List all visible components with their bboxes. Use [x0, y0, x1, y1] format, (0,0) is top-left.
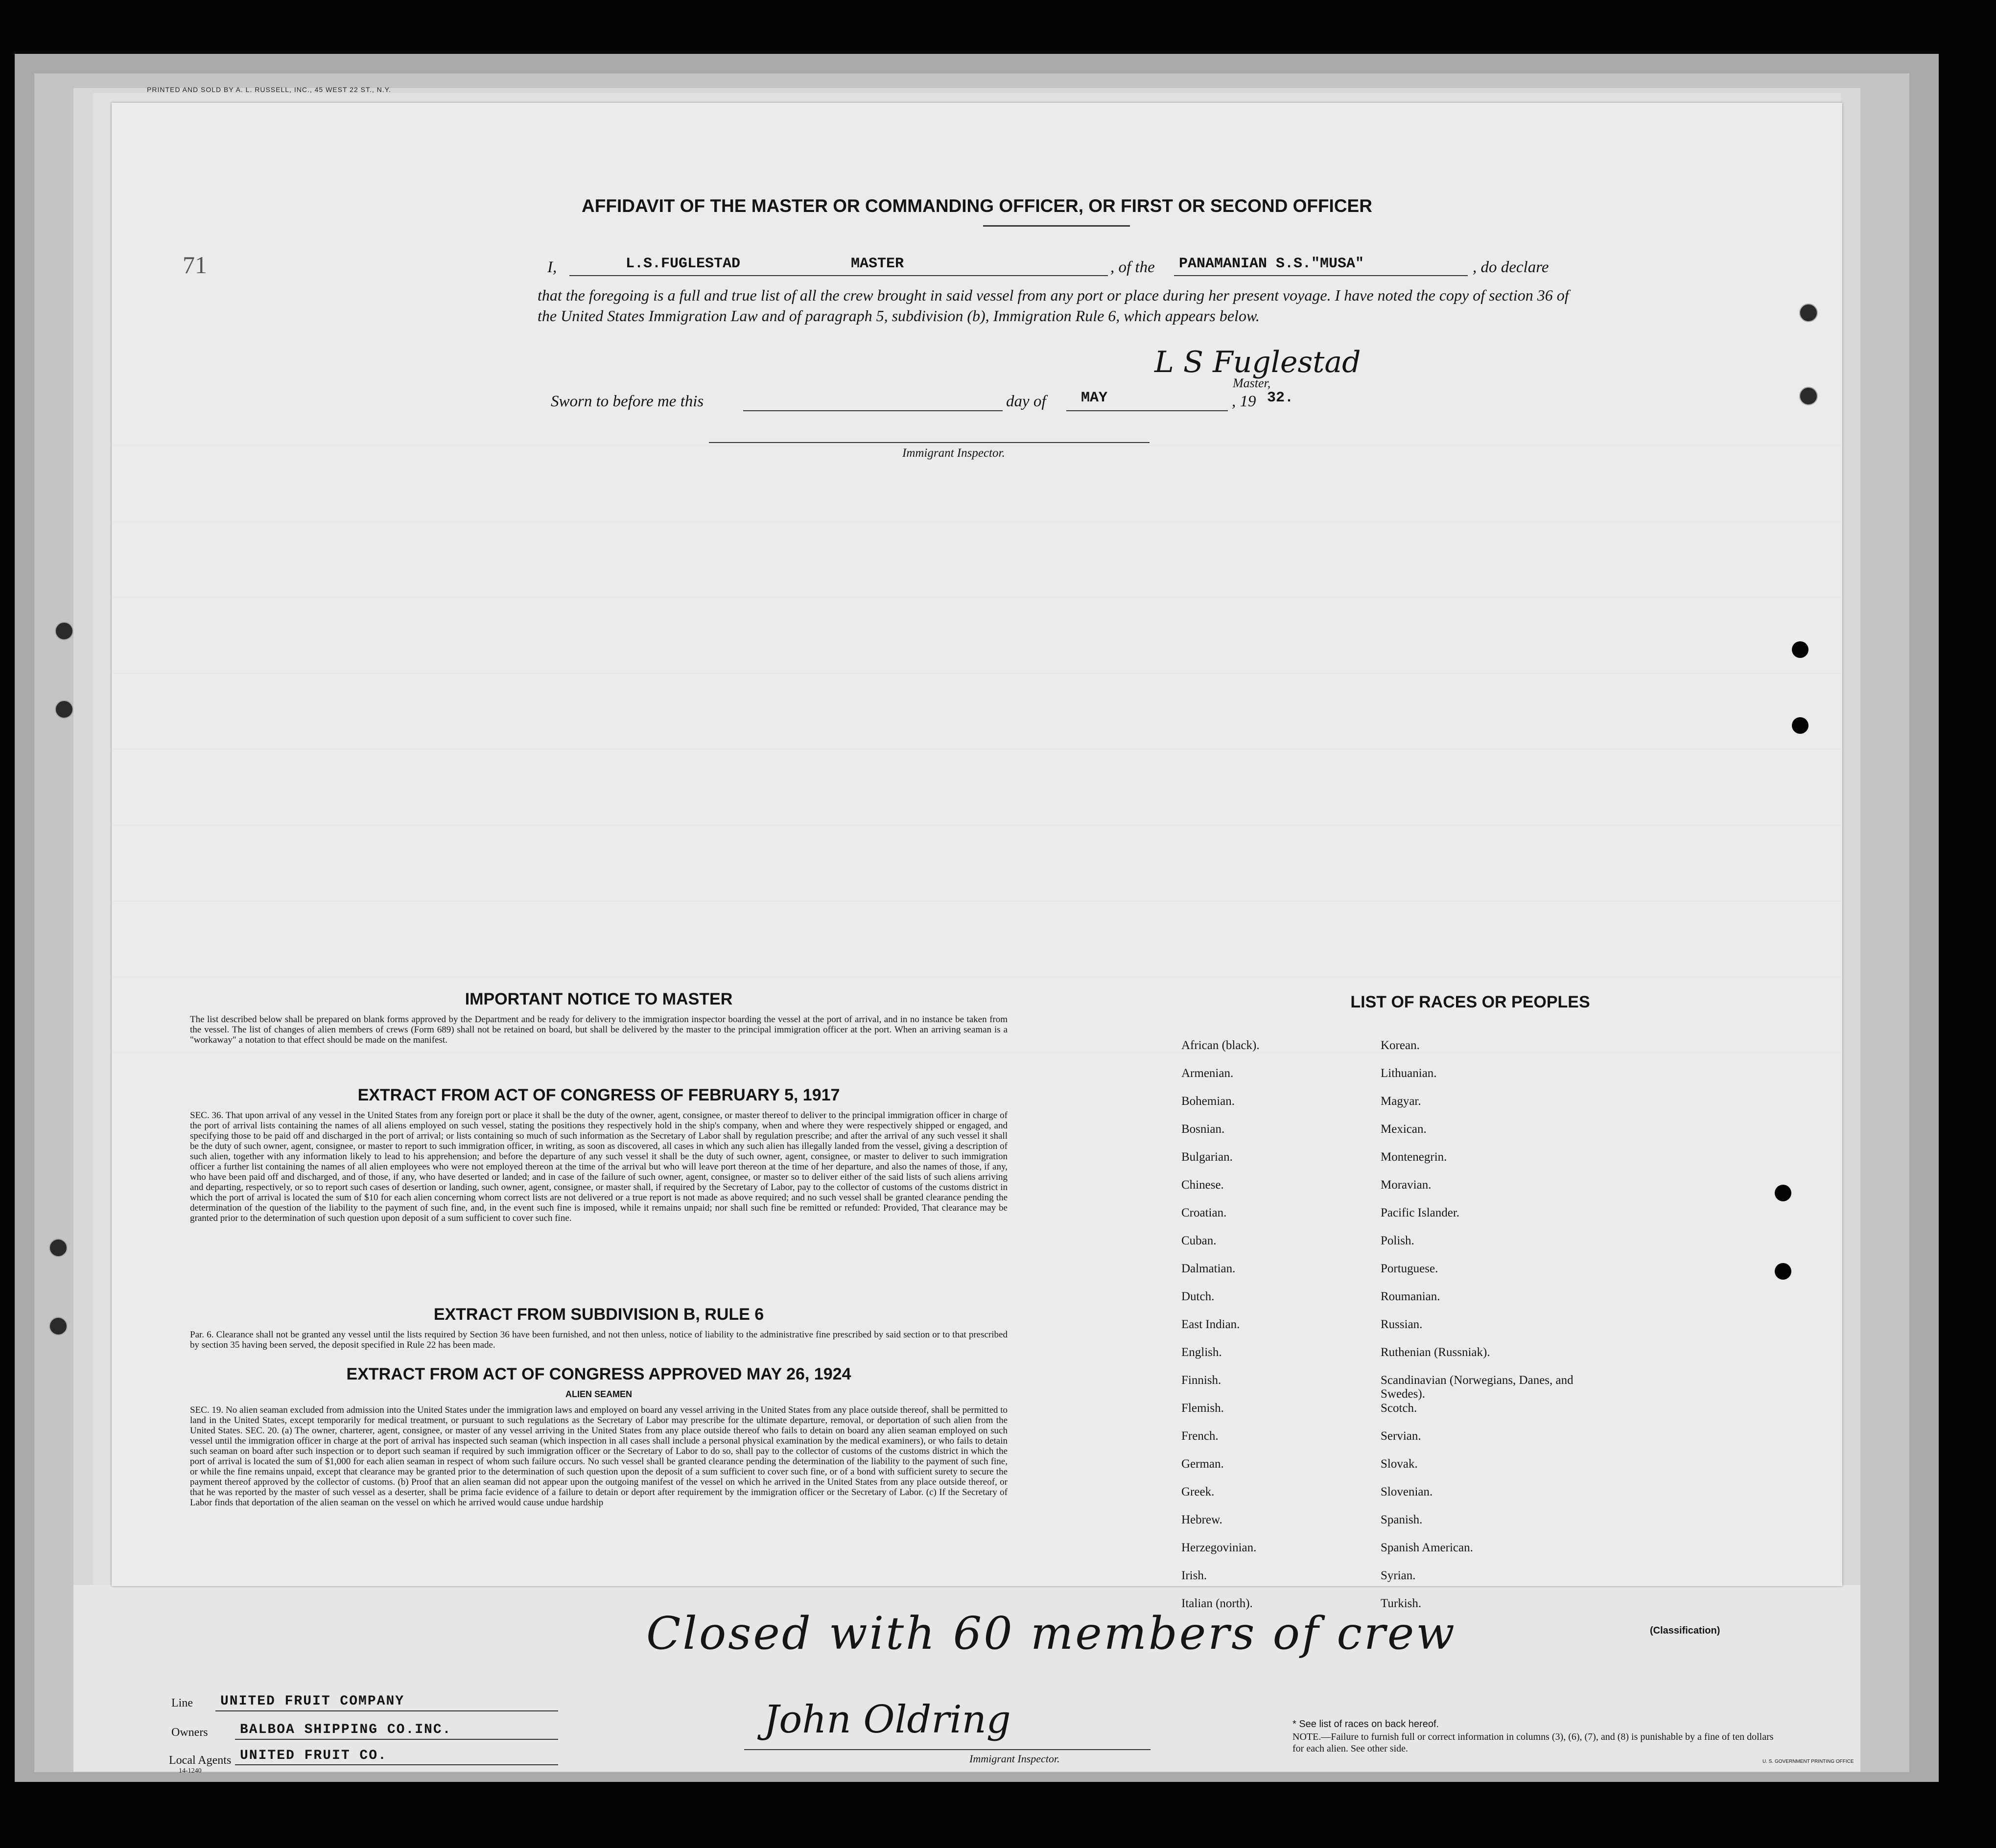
race-item: Italian (north).: [1181, 1597, 1253, 1610]
races-footnote: * See list of races on back hereof.: [1292, 1719, 1439, 1730]
sworn-text: Sworn to before me this: [551, 393, 704, 410]
do-declare-label: , do declare: [1473, 258, 1549, 276]
notice-text: The list described below shall be prepared on blank forms approved by the Department and be ready for delivery to the immigration inspector boarding the vessel at the port of arrival, and in no instance be taken from the vessel. The list of changes of alien members of crews (Form 689) shall not be retained on board, but shall be delivered by the master to the principal immigration officer at the port. When an arriving seaman is a "workaway" a notation to that effect should be made on the manifest.: [190, 1014, 1008, 1045]
race-item: Flemish.: [1181, 1402, 1224, 1415]
race-item: German.: [1181, 1457, 1224, 1471]
race-item: Syrian.: [1381, 1569, 1416, 1582]
race-item: Montenegrin.: [1381, 1150, 1447, 1164]
race-item: French.: [1181, 1429, 1219, 1443]
punch-hole: [49, 1317, 68, 1335]
printer-note: PRINTED AND SOLD BY A. L. RUSSELL, INC., 45 WEST 22 ST., N.Y.: [147, 86, 392, 94]
race-item: Spanish.: [1381, 1513, 1423, 1526]
extract-rule6-title: EXTRACT FROM SUBDIVISION B, RULE 6: [433, 1305, 764, 1324]
race-item: Cuban.: [1181, 1234, 1217, 1247]
race-item: Dalmatian.: [1181, 1262, 1236, 1275]
race-item: Greek.: [1181, 1485, 1215, 1498]
punch-hole: [55, 700, 73, 719]
owners-value: BALBOA SHIPPING CO.INC.: [240, 1722, 452, 1737]
owners-label: Owners: [171, 1726, 208, 1739]
race-item: Turkish.: [1381, 1597, 1422, 1610]
punch-hole: [55, 622, 73, 640]
line-label: Line: [171, 1697, 193, 1709]
punch-hole: [1792, 717, 1808, 734]
race-item: Finnish.: [1181, 1374, 1221, 1387]
master-caption: Master,: [1233, 376, 1271, 390]
master-signature: L S Fuglestad: [1154, 345, 1361, 379]
punch-hole: [1799, 387, 1818, 405]
race-item: Roumanian.: [1381, 1290, 1440, 1303]
classification-caption: (Classification): [1650, 1625, 1720, 1636]
form-number: 14-1240: [179, 1767, 202, 1775]
race-item: Scandinavian (Norwegians, Danes, and Swedes).: [1381, 1374, 1573, 1401]
race-item: Korean.: [1381, 1039, 1420, 1052]
punch-hole: [1799, 304, 1818, 322]
declarant-prefix: I,: [547, 258, 557, 276]
extract-1917-text: SEC. 36. That upon arrival of any vessel in the United States from any foreign port or place it shall be the duty of the owner, agent, consignee, or master thereof to deliver to the principal immigration officer in charge of the port of arrival lists containing the names of all aliens employed on such vessel, stating the positions they respectively hold in the ship's company, when and where they were respectively shipped or engaged, and specifying those to be paid off and discharged in the port of arrival; or lists containing so much of such information as the Secretary of Labor shall by regulation prescribe; and after the arrival of any such vessel it shall be the duty of such owner, agent, consignee, or master to report to such immigration officer, in writing, as soon as discovered, all cases in which any such alien has illegally landed from the vessel, giving a description of such alien, together with any information likely to lead to his apprehension; and before the departure of any such vessel it shall be the duty of such owner, agent, consignee, or master to deliver to such immigration officer a further list containing the names of all alien employees who were not employed thereon at the time of the arrival but who will leave port thereon at the time of her departure, and also the names of those, if any, who have been paid off and discharged, and of those, if any, who have deserted or landed; and in case of the failure of such owner, agent, consignee, or master so to deliver either of the said lists of such aliens arriving and departing, respectively, or so to report such cases of desertion or landing, such owner, agent, consignee, or master shall, if required by the Secretary of Labor, pay to the collector of customs of the customs district in which the port of arrival is located the sum of $10 for each alien concerning whom correct lists are not delivered or a true report is not made as above required; and no such vessel shall be granted clearance pending the determination of the question of the liability to the payment of such fine, and, in the event such fine is imposed, while it remains unpaid; nor shall such fine be remitted or refunded: Provided, That clearance may be granted prior to the determination of such question upon deposit of a sum sufficient to cover such fine.: [190, 1110, 1008, 1223]
race-item: Polish.: [1381, 1234, 1414, 1247]
race-item: Chinese.: [1181, 1178, 1224, 1192]
races-title: LIST OF RACES OR PEOPLES: [1350, 993, 1590, 1011]
page-mark: 71: [183, 251, 207, 279]
agents-label: Local Agents: [169, 1754, 232, 1767]
extract-1924-text: SEC. 19. No alien seaman excluded from admission into the United States under the immigration laws and employed on board any vessel arriving in the United States from any place outside thereof, shall be permitted to land in the United States, except temporarily for medical treatment, or pursuant to such regulations as the Secretary of Labor may prescribe for the ultimate departure, removal, or deportation of such alien from the United States. SEC. 20. (a) The owner, charterer, agent, consignee, or master of any vessel arriving in the United States from any place outside thereof who fails to detain on board any alien seaman employed on such vessel until the immigration officer in charge at the port of arrival has inspected such seaman (which inspection in all cases shall include a personal physical examination by the medical examiners), or who fails to detain such seaman on board after such inspection or to deport such seaman if required by such immigration officer or the Secretary of Labor to do so, shall pay to the collector of customs of the customs district in which the port of arrival is located the sum of $1,000 for each alien seaman in respect of whom such failure occurs. No such vessel shall be granted clearance pending the determination of the liability to the payment of such fine, or while the fine remains unpaid, except that clearance may be granted prior to the determination of such question upon the deposit of a sum sufficient to cover such fine, or of a bond with sufficient surety to secure the payment thereof approved by the collector of customs. (b) Proof that an alien seaman did not appear upon the outgoing manifest of the vessel on which he arrived in the United States from any place outside thereof, or that he was reported by the master of such vessel as a deserter, shall be prima facie evidence of a failure to detain or deport after requirement by the immigration officer or the Secretary of Labor. (c) If the Secretary of Labor finds that deportation of the alien seaman on the vessel on which he arrived would cause undue hardship: [190, 1405, 1008, 1508]
race-item: Portuguese.: [1381, 1262, 1438, 1275]
vessel-name: PANAMANIAN S.S."MUSA": [1179, 256, 1364, 272]
race-item: Magyar.: [1381, 1095, 1421, 1108]
year-prefix: , 19: [1232, 393, 1256, 410]
race-item: Pacific Islander.: [1381, 1206, 1460, 1219]
race-item: English.: [1181, 1346, 1222, 1359]
punch-hole: [49, 1239, 68, 1257]
race-item: Herzegovinian.: [1181, 1541, 1257, 1554]
race-item: African (black).: [1181, 1039, 1260, 1052]
master-name: L.S.FUGLESTAD: [626, 256, 741, 272]
failure-note: NOTE.—Failure to furnish full or correct information in columns (3), (6), (7), and (8) is punishable by a fine of ten dollars for each alien. See other side.: [1292, 1731, 1774, 1754]
punch-hole: [1792, 641, 1808, 658]
race-item: Servian.: [1381, 1429, 1421, 1443]
agents-value: UNITED FRUIT CO.: [240, 1748, 387, 1763]
inspector-caption: Immigrant Inspector.: [969, 1753, 1060, 1765]
extract-1917-title: EXTRACT FROM ACT OF CONGRESS OF FEBRUARY 5, 1917: [357, 1086, 840, 1104]
race-item: Slovenian.: [1381, 1485, 1433, 1498]
race-item: East Indian.: [1181, 1318, 1240, 1331]
extract-rule6-text: Par. 6. Clearance shall not be granted any vessel until the lists required by Section 36 have been furnished, and not then unless, notice of liability to the administrative fine prescribed by said section or to that prescribed by section 35 having been served, the deposit specified in Rule 22 has been made.: [190, 1330, 1008, 1350]
race-item: Armenian.: [1181, 1067, 1234, 1080]
race-item: Spanish American.: [1381, 1541, 1473, 1554]
punch-hole: [1775, 1263, 1791, 1280]
race-item: Russian.: [1381, 1318, 1423, 1331]
notice-title: IMPORTANT NOTICE TO MASTER: [465, 990, 733, 1008]
sworn-year: 32.: [1267, 390, 1294, 406]
race-item: Irish.: [1181, 1569, 1207, 1582]
race-item: Bulgarian.: [1181, 1150, 1233, 1164]
extract-1924-title: EXTRACT FROM ACT OF CONGRESS APPROVED MAY 26, 1924: [346, 1365, 851, 1383]
races-right-column: [1381, 1039, 1586, 1625]
punch-hole: [1775, 1185, 1791, 1201]
race-item: Ruthenian (Russniak).: [1381, 1346, 1490, 1359]
race-item: Lithuanian.: [1381, 1067, 1437, 1080]
sworn-inspector-caption: Immigrant Inspector.: [902, 446, 1005, 460]
race-item: Mexican.: [1381, 1123, 1427, 1136]
line-value: UNITED FRUIT COMPANY: [220, 1694, 405, 1709]
closing-note: Closed with 60 members of crew: [646, 1607, 1457, 1660]
race-item: Dutch.: [1181, 1290, 1215, 1303]
affidavit-sheet: [112, 103, 1842, 1610]
inspector-signature: John Oldring: [764, 1698, 1011, 1742]
of-the-label: , of the: [1110, 258, 1155, 276]
race-item: Scotch.: [1381, 1402, 1417, 1415]
race-item: Slovak.: [1381, 1457, 1418, 1471]
races-left-column: [1181, 1039, 1260, 1625]
race-item: Bohemian.: [1181, 1095, 1235, 1108]
day-of-label: day of: [1006, 393, 1046, 410]
master-rank: MASTER: [851, 256, 904, 272]
race-item: Moravian.: [1381, 1178, 1432, 1192]
race-item: Bosnian.: [1181, 1123, 1225, 1136]
alien-seamen-subtitle: ALIEN SEAMEN: [565, 1389, 632, 1399]
affidavit-title: AFFIDAVIT OF THE MASTER OR COMMANDING OFFICER, OR FIRST OR SECOND OFFICER: [582, 196, 1372, 216]
printing-office: U. S. GOVERNMENT PRINTING OFFICE: [1762, 1759, 1854, 1764]
declaration-text: that the foregoing is a full and true list of all the crew brought in said vessel from any port or place during her present voyage. I have noted the copy of section 36 of the United States Immigration Law and of paragraph 5, subdivision (b), Immigration Rule 6, which appears below.: [538, 286, 1569, 325]
sworn-month: MAY: [1081, 390, 1108, 406]
race-item: Hebrew.: [1181, 1513, 1222, 1526]
race-item: Croatian.: [1181, 1206, 1227, 1219]
